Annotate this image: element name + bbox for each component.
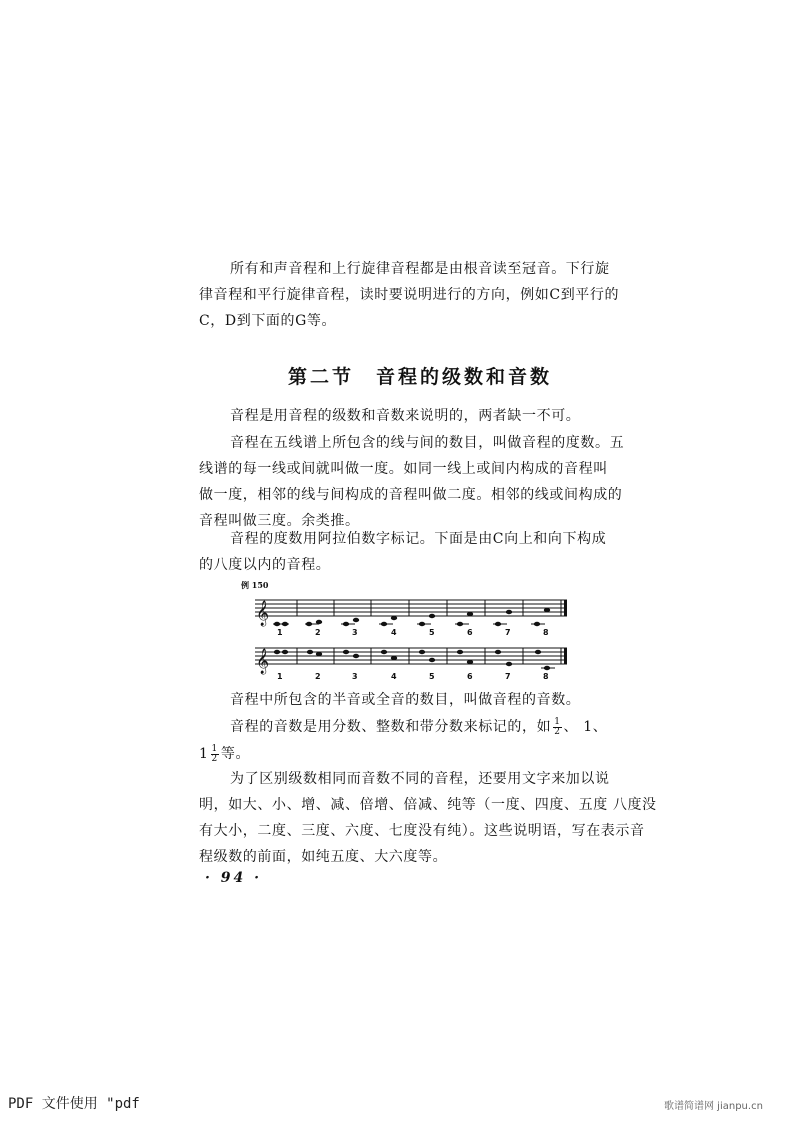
- paragraph-line: 有大小，二度、三度、六度、七度没有纯）。这些说明语，写在表示音: [199, 823, 645, 839]
- fraction-half: [211, 745, 219, 764]
- fraction-half: [553, 718, 561, 737]
- interval-number: 7: [505, 628, 511, 636]
- watermark-text: 歌谱简谱网 jianpu.cn: [664, 1101, 763, 1112]
- interval-number: 2: [315, 628, 321, 636]
- text-run: 如: [536, 719, 552, 735]
- paragraph-line: 做一度，相邻的线与间构成的音程叫做二度。相邻的线或间构成的: [199, 487, 623, 503]
- section-title: 第二节 音程的级数和音数: [288, 366, 553, 388]
- interval-number: 8: [543, 672, 549, 681]
- interval-number: 7: [505, 672, 511, 681]
- interval-number: 2: [315, 672, 321, 681]
- text-run: 音程的音数是用分数、整数和带分数来标记的，: [230, 719, 537, 735]
- text-run: 1: [199, 746, 209, 762]
- paragraph-line: 音程叫做三度。余类推。: [199, 513, 360, 529]
- paragraph-line: 音程是用音程的级数和音数来说明的，两者缺一不可。: [230, 408, 581, 424]
- text-run: 1: [583, 719, 593, 735]
- fraction-denominator: 2: [211, 753, 218, 764]
- paragraph-line: 音程中所包含的半音或全音的数目，叫做音程的音数。: [230, 692, 581, 708]
- lower-staff: [255, 640, 573, 682]
- paragraph-line: 线谱的每一线或间就叫做一度。如同一线上或间内构成的音程叫: [199, 461, 608, 477]
- interval-number: 1: [277, 628, 283, 636]
- interval-number: 8: [543, 628, 549, 636]
- example-label: 例 150: [241, 580, 269, 590]
- fraction-numerator: 1: [554, 716, 561, 727]
- paragraph-line: 明，如大、小、增、减、倍增、倍减、纯等（一度、四度、五度 八度没: [199, 797, 657, 813]
- interval-number: 4: [391, 628, 397, 636]
- treble-clef-icon: 𝄞: [256, 649, 270, 674]
- text-run: 、: [592, 719, 608, 735]
- text-run: 、: [563, 719, 579, 735]
- paragraph-line: 音程的度数用阿拉伯数字标记。下面是由C向上和向下构成: [230, 531, 607, 547]
- paragraph-line: 音程在五线谱上所包含的线与间的数目，叫做音程的度数。五: [230, 435, 625, 451]
- interval-number: 6: [467, 672, 473, 681]
- interval-number: 1: [277, 672, 283, 681]
- paragraph-line: C，D到下面的G等。: [199, 313, 337, 329]
- fraction-denominator: 2: [554, 726, 561, 737]
- treble-clef-icon: 𝄞: [256, 601, 270, 626]
- interval-number: 5: [429, 628, 435, 636]
- interval-number: 4: [391, 672, 397, 681]
- text-run: 等。: [220, 746, 251, 762]
- interval-number: 3: [352, 672, 358, 681]
- paragraph-line: 律音程和平行旋律音程，读时要说明进行的方向，例如C到平行的: [199, 287, 620, 303]
- paragraph-line: 所有和声音程和上行旋律音程都是由根音读至冠音。下行旋: [230, 261, 610, 277]
- paragraph-line: [199, 741, 250, 767]
- paragraph-line: 的八度以内的音程。: [199, 557, 331, 573]
- paragraph-line: 程级数的前面，如纯五度、大六度等。: [199, 849, 448, 865]
- upper-staff: [255, 594, 573, 636]
- interval-number: 5: [429, 672, 435, 681]
- interval-number: 6: [467, 628, 473, 636]
- fraction-numerator: 1: [211, 743, 218, 754]
- page-number: · 94 ·: [205, 870, 262, 886]
- paragraph-line: [230, 714, 607, 740]
- paragraph-line: 为了区别级数相同而音数不同的音程，还要用文字来加以说: [230, 771, 610, 787]
- pdf-footer-note: PDF 文件使用 "pdf: [8, 1096, 140, 1112]
- interval-number: 3: [352, 628, 358, 636]
